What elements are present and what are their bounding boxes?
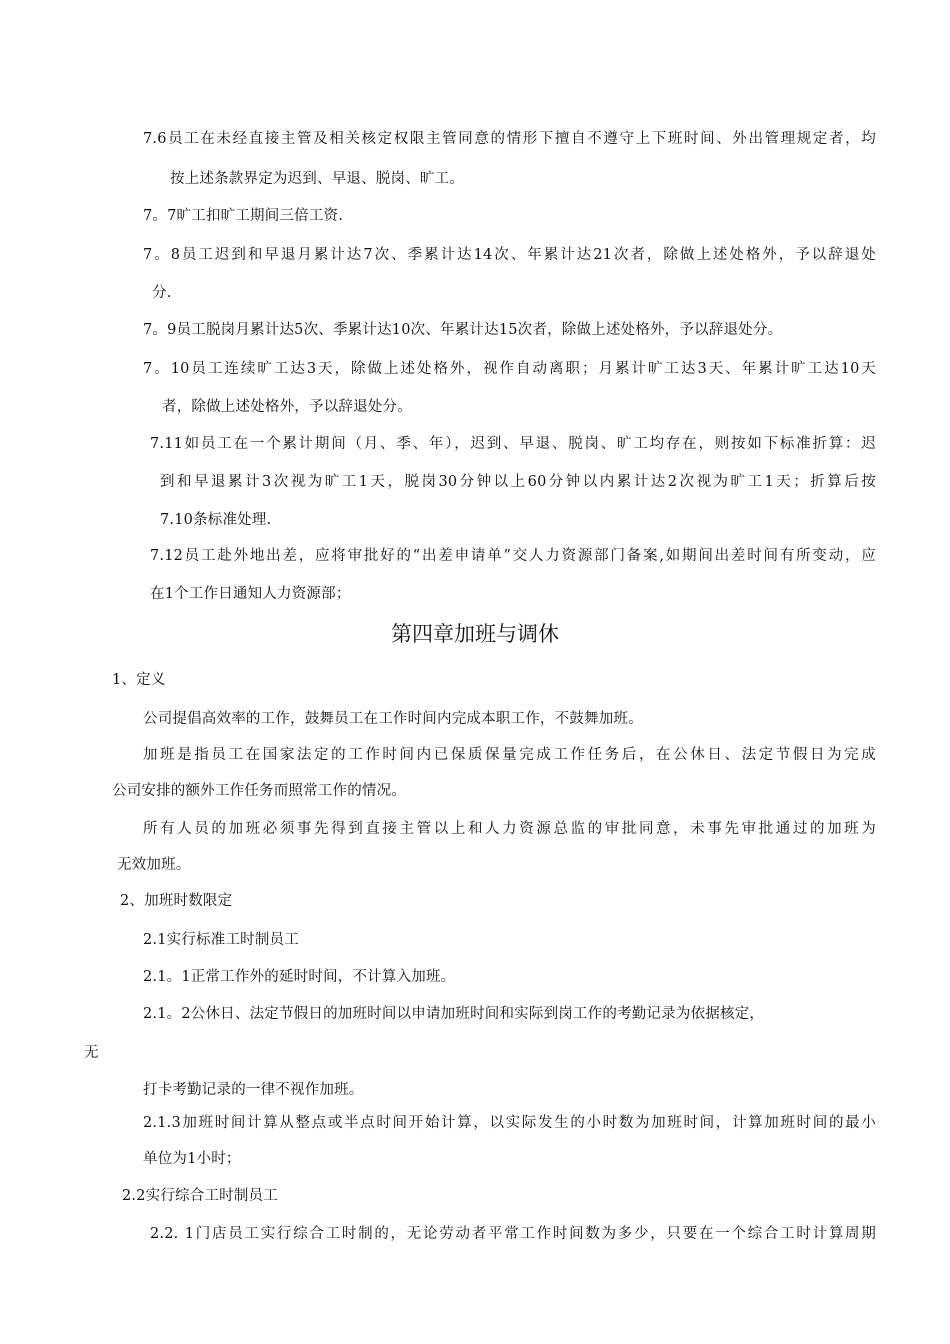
heading-definition: 1、定义 [112,672,166,688]
stray-character: 无 [84,1045,99,1061]
item-2-1: 2.1实行标准工时制员工 [143,932,299,948]
item-2-2-1: 2.2. 1门店员工实行综合工时制的，无论劳动者平常工作时间数为多少，只要在一个综合工时计算周期 [150,1226,876,1242]
definition-paragraph-2-line1: 加班是指员工在国家法定的工作时间内已保质保量完成工作任务后，在公休日、法定节假日为完成 [143,747,876,763]
paragraph-7-12-line1: 7.12员工赴外地出差，应将审批好的“出差申请单”交人力资源部门备案,如期间出差时间有所变动，应 [150,548,876,564]
paragraph-7-6-line2: 按上述条款界定为迟到、早退、脱岗、旷工。 [170,171,464,187]
definition-paragraph-1: 公司提倡高效率的工作，鼓舞员工在工作时间内完成本职工作，不鼓舞加班。 [143,711,643,727]
heading-overtime-limits: 2、加班时数限定 [120,893,233,909]
item-2-1-3-line1: 2.1.3加班时间计算从整点或半点时间开始计算，以实际发生的小时数为加班时间，计算加班时间的最小 [143,1115,876,1131]
paragraph-7-11-line3: 7.10条标准处理. [160,512,272,528]
paragraph-7-8-line2: 分. [152,285,172,301]
chapter-title: 第四章加班与调休 [391,622,559,646]
paragraph-7-11-line1: 7.11如员工在一个累计期间（月、季、年），迟到、早退、脱岗、旷工均存在，则按如下标准折算：迟 [150,436,876,452]
item-2-2: 2.2实行综合工时制员工 [122,1188,278,1204]
paragraph-7-11-line2: 到和早退累计3次视为旷工1天，脱岗30分钟以上60分钟以内累计达2次视为旷工1天；折算后按 [160,474,876,490]
paragraph-7-9: 7。9员工脱岗月累计达5次、季累计达10次、年累计达15次者，除做上述处格外，予以辞退处分。 [143,322,783,338]
paragraph-7-8-line1: 7。8员工迟到和早退月累计达7次、季累计达14次、年累计达21次者，除做上述处格外，予以辞退处 [143,247,876,263]
paragraph-7-10-line1: 7。10员工连续旷工达3天，除做上述处格外，视作自动离职；月累计旷工达3天、年累计旷工达10天 [143,361,876,377]
paragraph-7-7: 7。7旷工扣旷工期间三倍工资. [143,208,344,224]
item-2-1-3-line2: 单位为1小时； [143,1151,241,1167]
paragraph-7-12-line2: 在1个工作日通知人力资源部； [150,586,351,602]
definition-paragraph-2-line2: 公司安排的额外工作任务而照常工作的情况。 [112,783,406,799]
item-2-1-2-line2: 打卡考勤记录的一律不视作加班。 [143,1082,364,1098]
definition-paragraph-3-line2: 无效加班。 [117,857,191,873]
item-2-1-2-line1: 2.1。2公休日、法定节假日的加班时间以申请加班时间和实际到岗工作的考勤记录为依据核定， [143,1006,765,1022]
definition-paragraph-3-line1: 所有人员的加班必须事先得到直接主管以上和人力资源总监的审批同意，未事先审批通过的加班为 [143,821,876,837]
paragraph-7-10-line2: 者，除做上述处格外，予以辞退处分。 [162,399,412,415]
paragraph-7-6-line1: 7.6员工在未经直接主管及相关核定权限主管同意的情形下擅自不遵守上下班时间、外出管理规定者，均 [143,131,876,147]
item-2-1-1: 2.1。1正常工作外的延时时间，不计算入加班。 [143,969,456,985]
